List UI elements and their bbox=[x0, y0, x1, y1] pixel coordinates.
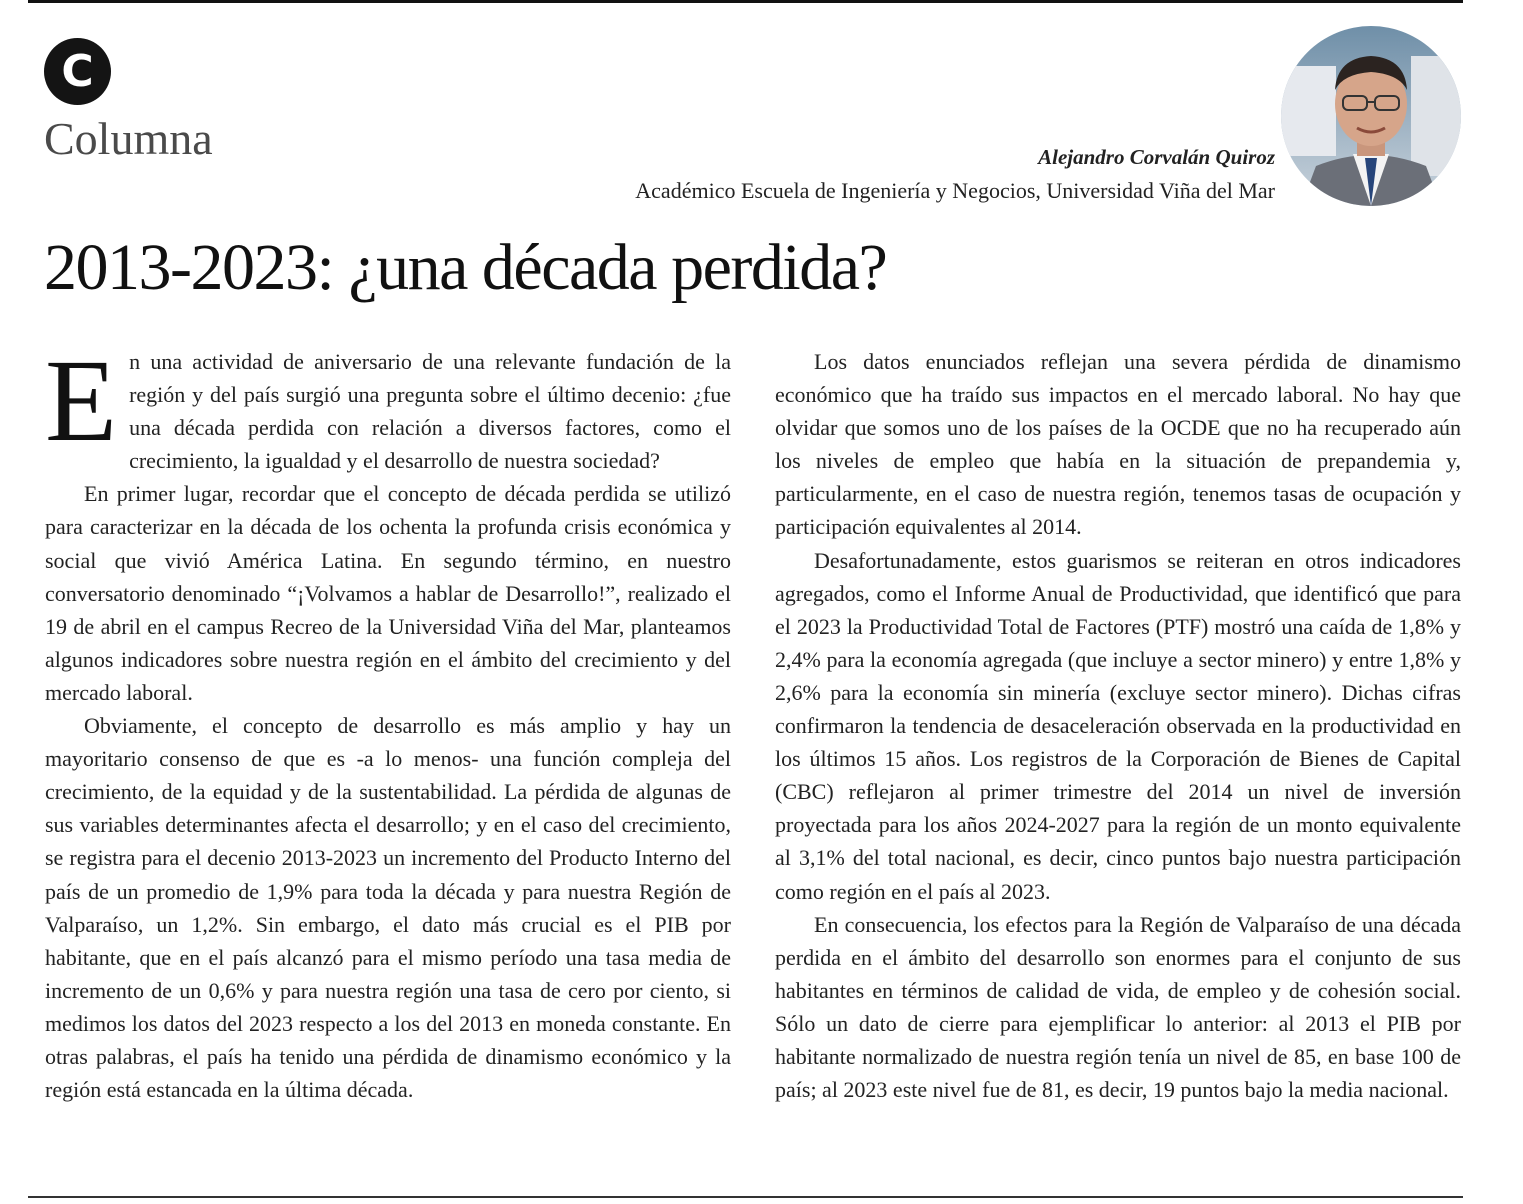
article-paragraph: Desafortunadamente, estos guarismos se reiteran en otros indicadores agregados, como el Informe Anual de Productividad, que identificó que para el 2023 la Productividad Total de Factores (PTF) mostró una caída de 1,8% y 2,4% para la economía agregada (que incluye a sector minero) y entre 1,8% y 2,6% para la economía sin minería (excluye sector minero). Dichas cifras confirmaron la tendencia de desaceleración observada en la productividad en los últimos 15 años. Los registros de la Corporación de Bienes de Capital (CBC) reflejaron al primer trimestre del 2014 un nivel de inversión proyectada para los años 2024-2027 para la región de un monto equivalente al 3,1% del total nacional, es decir, cinco puntos bajo nuestra participación como región en el país al 2023. bbox=[775, 547, 1461, 904]
top-rule bbox=[28, 0, 1463, 3]
article-paragraph: En primer lugar, recordar que el concepto de década perdida se utilizó para caracterizar en la década de los ochenta la profunda crisis económica y social que vivió América Latina. En segundo término, en nuestro conversatorio denominado “¡Volvamos a hablar de Desarrollo!”, realizado el 19 de abril en el campus Recreo de la Universidad Viña del Mar, planteamos algunos indicadores sobre nuestra región en el ámbito del crecimiento y del mercado laboral. bbox=[45, 481, 731, 705]
author-name: Alejandro Corvalán Quiroz bbox=[1038, 145, 1275, 169]
article-column-left bbox=[45, 335, 731, 1106]
article-paragraph-text: n una actividad de aniversario de una relevante fundación de la región y del país surgió una pregunta sobre el último decenio: ¿fue una década perdida con relación a diversos factores, como el crecimiento, la igualdad y el desarrollo de nuestra sociedad? bbox=[129, 349, 731, 474]
article-paragraph: En consecuencia, los efectos para la Región de Valparaíso de una década perdida en el ámbito del desarrollo son enormes para el conjunto de sus habitantes en términos de calidad de vida, de empleo y de cohesión social. Sólo un dato de cierre para ejemplificar lo anterior: al 2013 el PIB por habitante normalizado de nuestra región tenía un nivel de 85, en base 100 de país; al 2023 este nivel fue de 81, es decir, 19 puntos bajo la media nacional. bbox=[775, 911, 1461, 1103]
article-column-right bbox=[775, 345, 1461, 1106]
drop-cap: E bbox=[45, 335, 118, 466]
bottom-rule bbox=[28, 1196, 1463, 1198]
section-label: Columna bbox=[44, 113, 213, 164]
article-paragraph: Los datos enunciados reflejan una severa pérdida de dinamismo económico que ha traído sus impactos en el mercado laboral. No hay que olvidar que somos uno de los países de la OCDE que no ha recuperado aún los niveles de empleo que había en la situación de prepandemia y, particularmente, en el caso de nuestra región, tenemos tasas de ocupación y participación equivalentes al 2014. bbox=[775, 349, 1461, 540]
article-paragraph: Obviamente, el concepto de desarrollo es más amplio y hay un mayoritario consenso de que es -a lo menos- una función compleja del crecimiento, de la equidad y de la sustentabilidad. La pérdida de algunas de sus variables determinantes afecta el desarrollo; y en el caso del crecimiento, se registra para el decenio 2013-2023 un incremento del Producto Interno del país de un promedio de 1,9% para toda la década y para nuestra Región de Valparaíso, un 1,2%. Sin embargo, el dato más crucial es el PIB por habitante, que en el país alcanzó para el mismo período una tasa media de incremento de un 0,6% y para nuestra región una tasa de cero por ciento, si medimos los datos del 2023 respecto a los del 2013 en moneda constante. En otras palabras, el país ha tenido una pérdida de dinamismo económico y la región está estancada en la última década. bbox=[45, 713, 731, 1103]
section-logo-icon: C bbox=[44, 38, 111, 105]
author-role: Académico Escuela de Ingeniería y Negocios, Universidad Viña del Mar bbox=[635, 178, 1275, 203]
article-paragraph bbox=[45, 335, 731, 477]
headline: 2013-2023: ¿una década perdida? bbox=[44, 231, 887, 304]
author-photo bbox=[1281, 26, 1461, 206]
